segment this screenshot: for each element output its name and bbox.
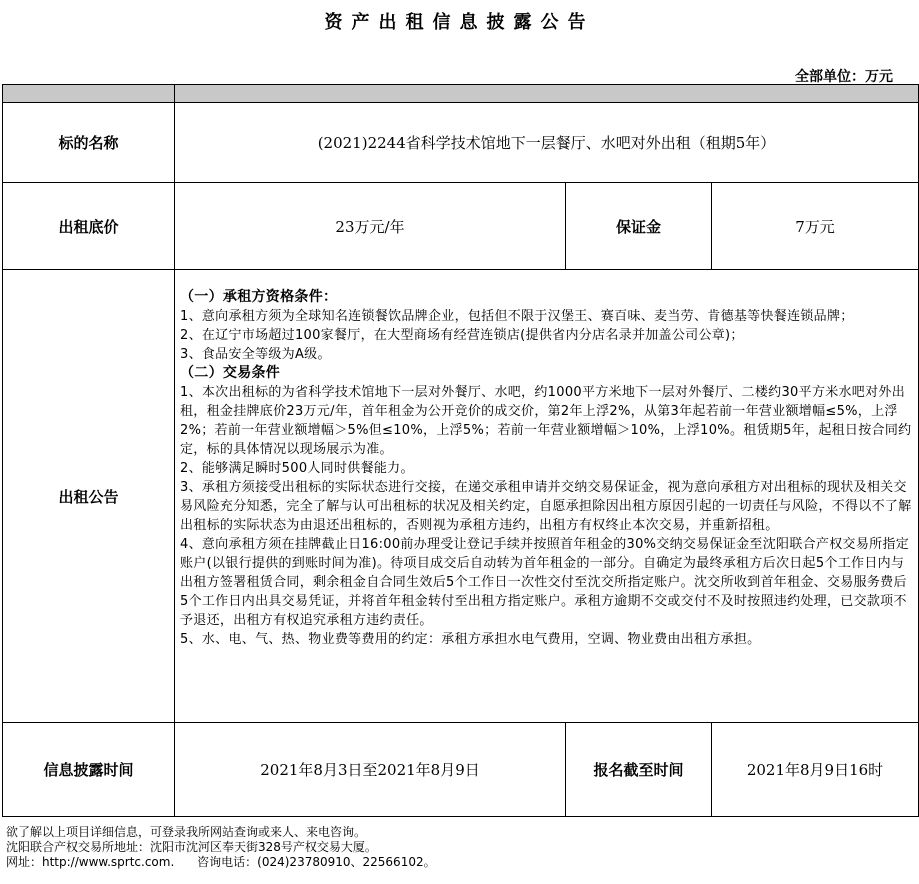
target-name-label: 标的名称 (3, 103, 175, 183)
footer-info (6, 825, 436, 870)
row-announcement (3, 270, 919, 723)
announcement-content (175, 270, 919, 723)
row-price (3, 183, 919, 270)
header-bar (3, 85, 919, 103)
row-time (3, 723, 919, 817)
base-price-label: 出租底价 (3, 183, 175, 270)
disclosure-time-label: 信息披露时间 (3, 723, 175, 817)
footer-inquiry: 欲了解以上项目详细信息，可登录我所网站查询或来人、来电咨询。 (6, 825, 367, 839)
announcement-line: 1、本次出租标的为省科学技术馆地下一层对外餐厅、水吧，约1000平方米地下一层对外餐厅、二楼约30平方米水吧对外出租，租金挂牌底价23万元/年，首年租金为公开竞价的成交价，第2年上浮2%，从第3年起若前一年营业额增幅≤5%，上浮2%；若前一年营业额增幅＞5%但≤10%，上浮5%；若前一年营业额增幅＞10%，上浮10%。租赁期5年，起租日按合同约定，标的具体情况以现场展示为准。 (180, 385, 912, 457)
row-target-name (3, 103, 919, 183)
section-heading-qualifications: （一）承租方资格条件： (180, 289, 338, 305)
announcement-line: 2、能够满足瞬时500人同时供餐能力。 (180, 461, 414, 476)
base-price-value: 23万元/年 (175, 183, 566, 270)
target-name-value: (2021)2244省科学技术馆地下一层餐厅、水吧对外出租（租期5年） (175, 103, 919, 183)
section-heading-conditions: （二）交易条件 (180, 365, 281, 381)
announcement-label: 出租公告 (3, 270, 175, 723)
deposit-label: 保证金 (566, 183, 712, 270)
announcement-line: 1、意向承租方须为全球知名连锁餐饮品牌企业，包括但不限于汉堡王、赛百味、麦当劳、肯德基等快餐连锁品牌； (180, 309, 854, 324)
deadline-value: 2021年8月9日16时 (712, 723, 919, 817)
footer-contact: 网址：http://www.sprtc.com. 咨询电话：(024)23780910、22566102。 (6, 855, 436, 869)
announcement-line: 4、意向承租方须在挂牌截止日16:00前办理受让登记手续并按照首年租金的30%交纳交易保证金至沈阳联合产权交易所指定账户(以银行提供的到账时间为准)。待项目成交后自动转为首年租金的一部分。自确定为最终承租方后次日起5个工作日内与出租方签署租赁合同，剩余租金自合同生效后5个工作日一次性交付至沈交所指定账户。沈交所收到首年租金、交易服务费后5个工作日内出具交易凭证，并将首年租金转付至出租方指定账户。承租方逾期不交或交付不及时按照违约处理，已交款项不予退还，出租方有权追究承租方违约责任。 (180, 537, 910, 628)
page-title: 资产出租信息披露公告 (324, 12, 595, 33)
announcement-line: 3、承租方须接受出租标的实际状态进行交接，在递交承租申请并交纳交易保证金，视为意向承租方对出租标的现状及相关交易风险充分知悉，完全了解与认可出租标的状况及相关约定，自愿承担除因出租方原因引起的一切责任与风险，不得以不了解出租标的实际状态为由退还出租标的，否则视为承租方违约，出租方有权终止本次交易，并重新招租。 (180, 480, 912, 533)
unit-note: 全部单位：万元 (795, 69, 893, 85)
announcement-line: 5、水、电、气、热、物业费等费用的约定：承租方承担水电气费用，空调、物业费由出租方承担。 (180, 632, 761, 647)
deadline-label: 报名截至时间 (566, 723, 712, 817)
footer-address: 沈阳联合产权交易所地址：沈阳市沈河区奉天街328号产权交易大厦。 (6, 840, 377, 854)
announcement-line: 2、在辽宁市场超过100家餐厅，在大型商场有经营连锁店(提供省内分店名录并加盖公司公章)； (180, 328, 744, 343)
deposit-value: 7万元 (712, 183, 919, 270)
announcement-line: 3、食品安全等级为A级。 (180, 347, 331, 362)
disclosure-table (2, 84, 919, 817)
disclosure-time-value: 2021年8月3日至2021年8月9日 (175, 723, 566, 817)
